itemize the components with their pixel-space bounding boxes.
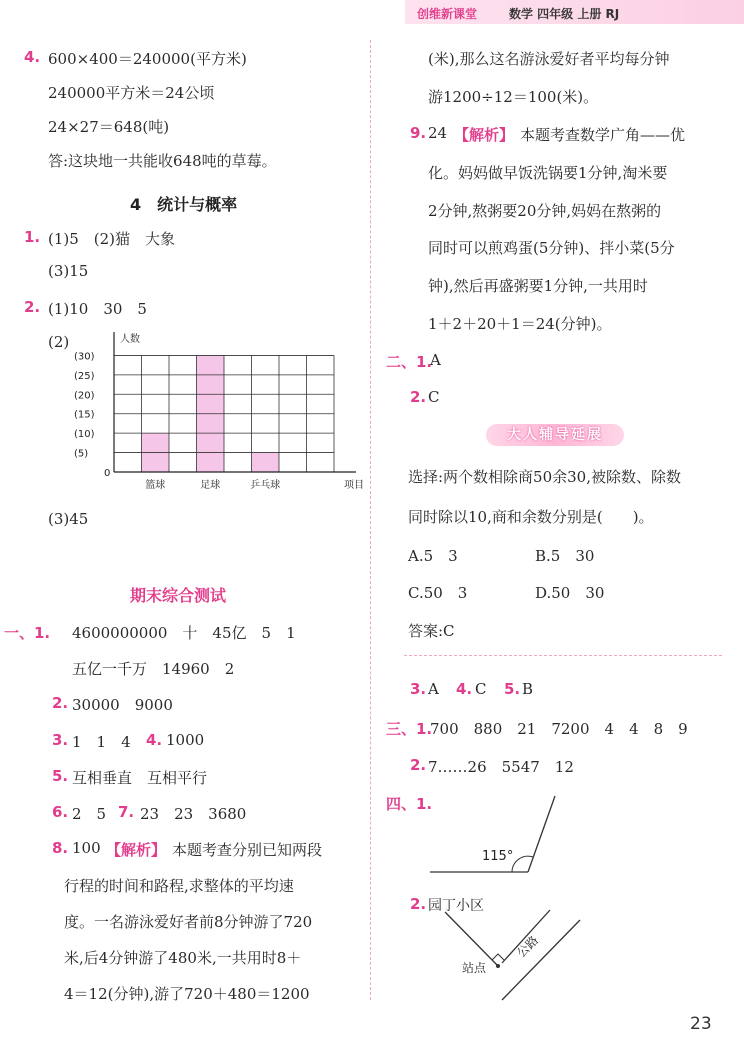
s4q1-number: 1. — [24, 228, 41, 246]
q9-analysis-tag: 【解析】 — [454, 126, 515, 144]
r3-1-number: 三、1. — [386, 720, 433, 738]
ext-option-c: C.50 3 — [408, 584, 468, 602]
right-angle-mark — [492, 954, 504, 960]
ext-option-a: A.5 3 — [408, 547, 458, 565]
e7-number: 7. — [118, 803, 135, 821]
e3-text: 1 1 4 — [72, 733, 131, 751]
e1-number: 一、1. — [4, 624, 51, 642]
q4-line1: 600×400＝240000(平方米) — [48, 50, 247, 68]
s4q1-line2: (3)15 — [48, 262, 89, 280]
e6-text: 2 5 — [72, 805, 107, 823]
e1-line1: 4600000000 十 45亿 5 1 — [72, 624, 296, 642]
r2-1-text: A — [430, 351, 441, 369]
angle-side-line — [528, 796, 555, 872]
s4q1-line1: (1)5 (2)猫 大象 — [48, 230, 176, 248]
page-number: 23 — [690, 1014, 712, 1034]
q9-line5: 钟),然后再盛粥要1分钟,一共用时 — [428, 277, 648, 295]
r2-5-text: B — [522, 680, 534, 698]
y-tick-label: (30) — [74, 351, 95, 363]
x-axis-label: 项目 — [344, 480, 364, 491]
q9-number: 9. — [410, 124, 427, 142]
r2-5-number: 5. — [504, 680, 521, 698]
q8-continued-line1: (米),那么这名游泳爱好者平均每分钟 — [428, 50, 670, 68]
parent-extension-badge — [486, 424, 624, 446]
path-to-road-line — [445, 912, 498, 966]
ext-line1: 选择:两个数相除商50余30,被除数、除数 — [408, 468, 681, 486]
q9-line6: 1＋2＋20＋1＝24(分钟)。 — [428, 315, 612, 333]
s4q2-line3: (3)45 — [48, 510, 89, 528]
e8-line3: 度。一名游泳爱好者前8分钟游了720 — [64, 913, 313, 931]
e8-analysis-tag: 【解析】 — [106, 841, 167, 859]
e8-line2: 行程的时间和路程,求整体的平均速 — [64, 877, 294, 895]
r2-3-text: A — [428, 680, 439, 698]
e5-number: 5. — [52, 767, 69, 785]
station-point — [496, 964, 500, 968]
y-tick-label: (15) — [74, 409, 95, 421]
r4-2-number: 2. — [410, 895, 427, 913]
x-category-label: 篮球 — [145, 480, 166, 491]
e8-answer: 100 — [72, 839, 101, 857]
ext-separator — [404, 655, 722, 656]
bar-chart — [70, 330, 364, 495]
road-label: 公路 — [514, 933, 542, 961]
book-meta: 数学 四年级 上册 RJ — [509, 7, 620, 21]
y-tick-label: (10) — [74, 429, 95, 441]
e3-number: 3. — [52, 731, 69, 749]
brand-text: 创维新课堂 — [417, 7, 478, 21]
e8-line5: 4＝12(分钟),游了720＋480＝1200 — [64, 985, 310, 1003]
y-axis-label: 人数 — [120, 334, 140, 345]
s4q2-number: 2. — [24, 298, 41, 316]
e4-text: 1000 — [166, 731, 205, 749]
r2-2-text: C — [428, 388, 440, 406]
r4-2-text: 园丁小区 — [428, 898, 484, 914]
q8-continued-line2: 游1200÷12＝100(米)。 — [428, 88, 599, 106]
y-tick-label: (20) — [74, 390, 95, 402]
e2-text: 30000 9000 — [72, 696, 173, 714]
e5-text: 互相垂直 互相平行 — [72, 769, 208, 787]
q4-line3: 24×27＝648(吨) — [48, 118, 170, 136]
ext-line2: 同时除以10,商和余数分别是( )。 — [408, 508, 654, 526]
road-line-2 — [502, 920, 580, 1000]
e1-line2: 五亿一千万 14960 2 — [72, 660, 235, 678]
r3-1-text: 700 880 21 7200 4 4 8 9 — [430, 720, 688, 738]
r2-1-number: 二、1. — [386, 353, 433, 371]
e7-text: 23 23 3680 — [140, 805, 247, 823]
r2-2-number: 2. — [410, 388, 427, 406]
s4q2-line2: (2) — [48, 333, 70, 351]
ext-option-b: B.5 30 — [535, 547, 595, 565]
q9-line2: 化。妈妈做早饭洗锅要1分钟,淘米要 — [428, 164, 668, 182]
r3-2-text: 7……26 5547 12 — [428, 758, 574, 776]
r4-1-number: 四、1. — [386, 795, 433, 813]
header-bar — [405, 0, 744, 24]
q9-line3: 2分钟,熬粥要20分钟,妈妈在熬粥的 — [428, 202, 662, 220]
q4-line2: 240000平方米＝24公顷 — [48, 84, 215, 102]
x-category-label: 足球 — [200, 480, 221, 491]
q9-line1: 本题考查数学广角——优 — [520, 126, 686, 144]
r2-4-number: 4. — [456, 680, 473, 698]
e6-number: 6. — [52, 803, 69, 821]
r2-4-text: C — [475, 680, 487, 698]
e2-number: 2. — [52, 694, 69, 712]
r3-2-number: 2. — [410, 756, 427, 774]
x-category-label: 乒乓球 — [250, 480, 281, 491]
column-divider — [370, 40, 371, 1000]
s4q2-line1: (1)10 30 5 — [48, 300, 147, 318]
y-tick-label: (5) — [74, 448, 89, 460]
exam-title: 期末综合测试 — [130, 586, 227, 605]
q4-number: 4. — [24, 48, 41, 66]
angle-label: 115° — [482, 849, 514, 864]
angle-arc — [512, 856, 533, 872]
ext-answer: 答案:C — [408, 622, 455, 640]
badge-text: 大人辅导延展 — [507, 427, 603, 443]
r2-3-number: 3. — [410, 680, 427, 698]
ext-option-d: D.50 30 — [535, 584, 605, 602]
bar-3 — [252, 453, 280, 472]
q9-answer: 24 — [428, 124, 448, 142]
station-label: 站点 — [462, 961, 487, 975]
e8-line1: 本题考查分别已知两段 — [172, 841, 323, 859]
q9-line4: 同时可以煎鸡蛋(5分钟)、拌小菜(5分 — [428, 239, 675, 257]
q4-line4: 答:这块地一共能收648吨的草莓。 — [48, 152, 277, 170]
e4-number: 4. — [146, 731, 163, 749]
y-tick-zero: 0 — [104, 468, 111, 479]
e8-line4: 米,后4分钟游了480米,一共用时8＋ — [64, 949, 302, 967]
y-tick-label: (25) — [74, 370, 95, 382]
section-title-statistics: 4 统计与概率 — [130, 195, 238, 214]
e8-number: 8. — [52, 839, 69, 857]
